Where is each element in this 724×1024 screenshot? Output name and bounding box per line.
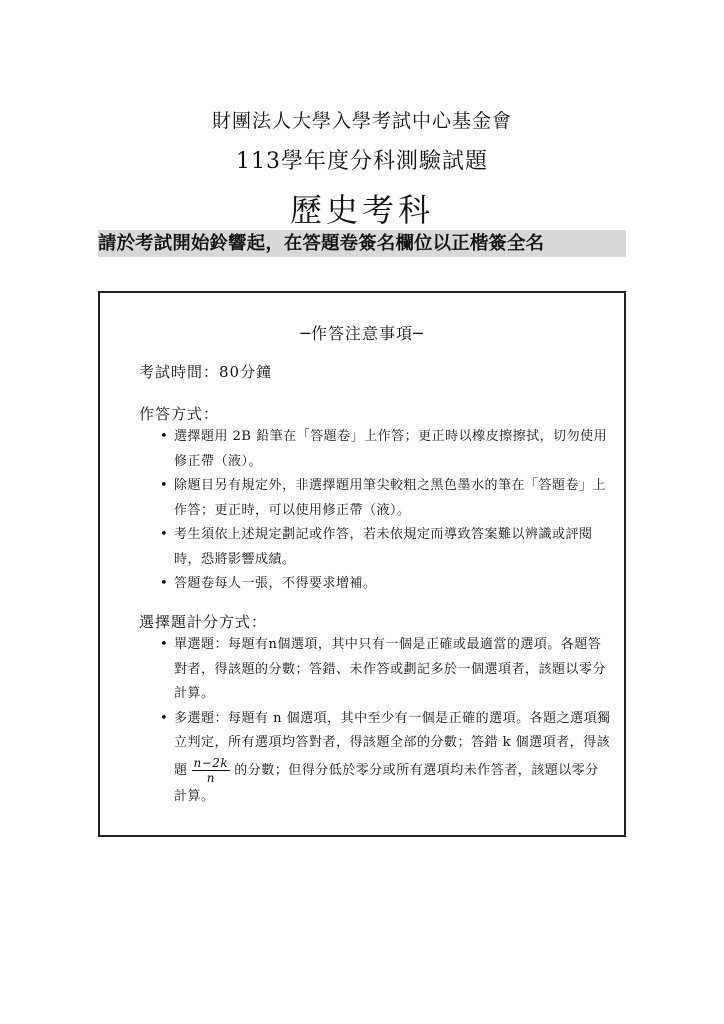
exam-title: 113學年度分科測驗試題 xyxy=(236,149,488,174)
multi-choice-text-before: 多選題：每題有 n 個選項，其中至少有一個是正確的選項。各題之選項獨立判定，所有選項均答對者，得該題全部的分數；答錯 k 個選項者，得該題 xyxy=(174,710,611,778)
scoring-list xyxy=(160,633,612,809)
organization-name: 財團法人大學入學考試中心基金會 xyxy=(211,110,512,132)
answer-method-list xyxy=(160,425,612,597)
list-item: • 考生須依上述規定劃記或作答，若未依規定而導致答案難以辨識或評閱時，恐將影響成績。 xyxy=(160,523,612,572)
list-item: • 選擇題用 2B 鉛筆在「答題卷」上作答；更正時以橡皮擦擦拭，切勿使用修正帶（液）。 xyxy=(160,425,612,474)
scoring-heading: 選擇題計分方式： xyxy=(139,613,268,631)
instructions-box xyxy=(98,291,626,837)
list-item: • 除題目另有規定外，非選擇題用筆尖較粗之黑色墨水的筆在「答題卷」上作答；更正時，可以使用修正帶（液）。 xyxy=(160,474,612,523)
instructions-title: ─作答注意事項─ xyxy=(300,324,424,343)
single-choice-rule: • 單選題：每題有n個選項，其中只有一個是正確或最適當的選項。各題答對者，得該題的分數；答錯、未作答或劃記多於一個選項者，該題以零分計算。 xyxy=(160,633,612,707)
multi-choice-text-after: 的分數；但得分低於零分或所有選項均未作答者，該題以零分計算。 xyxy=(174,762,599,804)
exam-time: 考試時間：80分鐘 xyxy=(139,363,273,381)
answer-method-heading: 作答方式： xyxy=(139,405,220,423)
fraction-numerator: n−2k xyxy=(193,755,229,770)
multi-choice-rule xyxy=(160,707,612,810)
list-item: • 答題卷每人一張，不得要求增補。 xyxy=(160,572,612,597)
subject-title: 歷史考科 xyxy=(289,191,434,229)
signature-notice: 請於考試開始鈴響起，在答題卷簽名欄位以正楷簽全名 xyxy=(98,230,626,257)
score-fraction xyxy=(192,756,231,785)
fraction-denominator: n xyxy=(206,770,215,785)
